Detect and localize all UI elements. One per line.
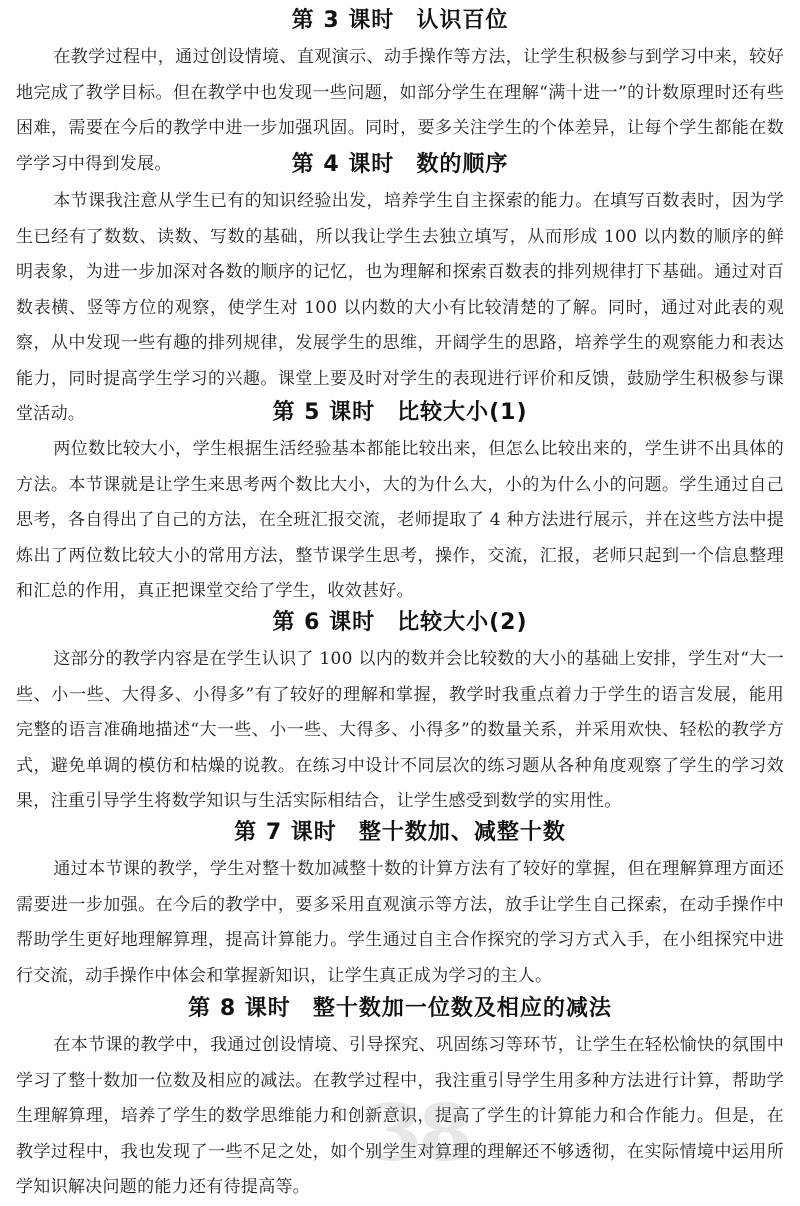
lesson-title: 整十数加、减整十数 [358, 820, 566, 845]
lesson-label: 第 8 课时 [188, 996, 291, 1021]
lesson-5 [0, 398, 800, 610]
lesson-paragraph: 在教学过程中，通过创设情境、直观演示、动手操作等方法，让学生积极参与到学习中来，较好地完成了教学目标。但在教学中也发现一些问题，如部分学生在理解“满十进一”的计数原理时还有些困难，需要在今后的教学中进一步加强巩固。同时，要多关注学生的个体差异，让每个学生都能在数学学习中得到发展。 [16, 47, 784, 174]
lesson-label: 第 3 课时 [291, 8, 395, 33]
lesson-label: 第 5 课时 [272, 400, 376, 425]
lesson-title: 比较大小(1) [397, 400, 528, 425]
lesson-title: 比较大小(2) [397, 610, 528, 635]
lesson-8 [0, 994, 800, 1206]
lesson-title: 认识百位 [416, 8, 509, 33]
lesson-paragraph: 这部分的教学内容是在学生认识了 100 以内的数并会比较数的大小的基础上安排，学生对“大一些、小一些、大得多、小得多”有了较好的理解和掌握，教学时我重点着力于学生的语言发展，能用完整的语言准确地描述“大一些、小一些、大得多、小得多”的数量关系，并采用欢快、轻松的教学方式，避免单调的模仿和枯燥的说教。在练习中设计不同层次的练习题从各种角度观察了学生的学习效果，注重引导学生将数学知识与生活实际相结合，让学生感受到数学的实用性。 [16, 649, 784, 811]
lesson-label: 第 7 课时 [234, 820, 337, 845]
page-number-watermark: 38 [368, 1088, 469, 1179]
lesson-paragraph: 本节课我注意从学生已有的知识经验出发，培养学生自主探索的能力。在填写百数表时，因为学生已经有了数数、读数、写数的基础，所以我让学生去独立填写，从而形成 100 以内数的顺序的鲜明表象，为进一步加深对各数的顺序的记忆，也为理解和探索百数表的排列规律打下基础。通过对百数表横、竖等方位的观察，使学生对 100 以内数的大小有比较清楚的了解。同时，通过对此表的观察，从中发现一些有趣的排列规律，发展学生的思维，开阔学生的思路，培养学生的观察能力和表达能力，同时提高学生学习的兴趣。课堂上要及时对学生的表现进行评价和反馈，鼓励学生积极参与课堂活动。 [16, 191, 784, 424]
lesson-6 [0, 608, 800, 820]
lesson-paragraph: 通过本节课的教学，学生对整十数加减整十数的计算方法有了较好的掌握，但在理解算理方面还需要进一步加强。在今后的教学中，要多采用直观演示等方法，放手让学生自己探索，在动手操作中帮助学生更好地理解算理，提高计算能力。学生通过自主合作探究的学习方式入手，在小组探究中进行交流，动手操作中体会和掌握新知识，让学生真正成为学习的主人。 [16, 859, 784, 986]
lesson-heading [0, 150, 800, 180]
lesson-title: 整十数加一位数及相应的减法 [312, 996, 612, 1021]
lesson-heading [0, 994, 800, 1024]
lesson-heading [0, 818, 800, 848]
lesson-paragraph: 两位数比较大小，学生根据生活经验基本都能比较出来，但怎么比较出来的，学生讲不出具体的方法。本节课就是让学生来思考两个数比大小，大的为什么大，小的为什么小的问题。学生通过自己思考，各自得出了自己的方法，在全班汇报交流，老师提取了 4 种方法进行展示，并在这些方法中提炼出了两位数比较大小的常用方法，整节课学生思考，操作，交流，汇报，老师只起到一个信息整理和汇总的作用，真正把课堂交给了学生，收效甚好。 [16, 439, 784, 601]
lesson-label: 第 6 课时 [272, 610, 376, 635]
lesson-paragraph: 在本节课的教学中，我通过创设情境、引导探究、巩固练习等环节，让学生在轻松愉快的氛围中学习了整十数加一位数及相应的减法。在教学过程中，我注重引导学生用多种方法进行计算，帮助学生理解算理，培养了学生的数学思维能力和创新意识，提高了学生的计算能力和合作能力。但是，在教学过程中，我也发现了一些不足之处，如个别学生对算理的理解还不够透彻，在实际情境中运用所学知识解决问题的能力还有待提高等。 [16, 1035, 784, 1197]
lesson-title: 数的顺序 [416, 152, 509, 177]
lesson-4 [0, 150, 800, 433]
lesson-7 [0, 818, 800, 994]
lesson-label: 第 4 课时 [291, 152, 395, 177]
lesson-heading [0, 6, 800, 36]
lesson-heading [0, 608, 800, 638]
lesson-heading [0, 398, 800, 428]
